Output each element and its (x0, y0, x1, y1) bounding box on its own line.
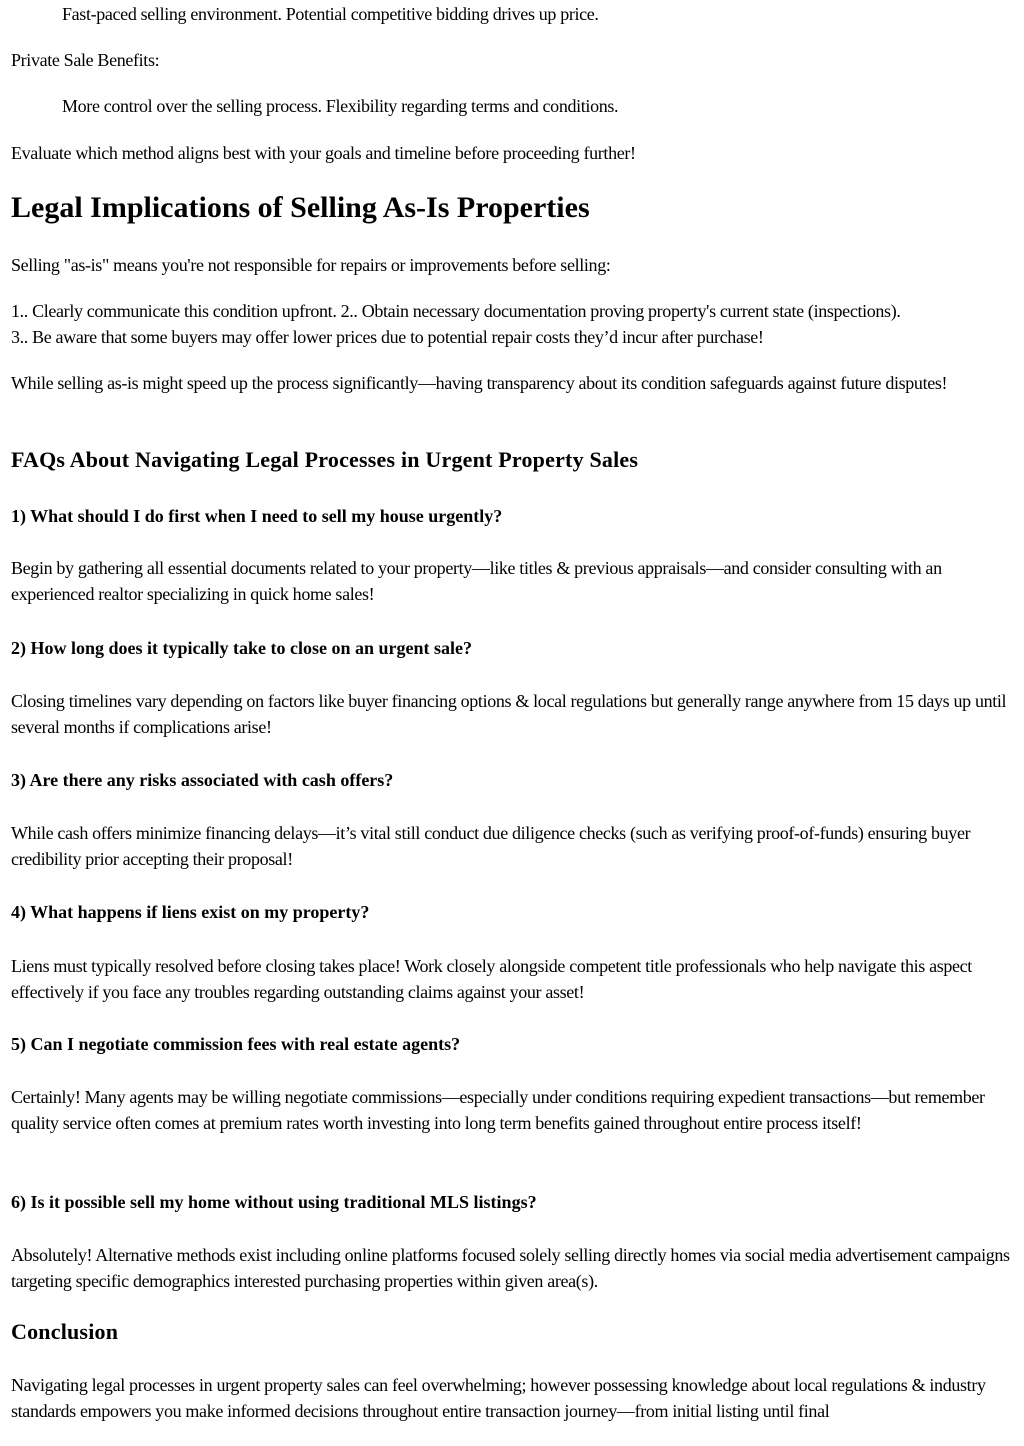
evaluate-paragraph: Evaluate which method aligns best with your goals and timeline before proceeding further! (11, 143, 636, 163)
as-is-list-line-1: 1.. Clearly communicate this condition upfront. 2.. Obtain necessary documentation proving property's current state (inspections). (11, 301, 901, 321)
faq-question-4: 4) What happens if liens exist on my property? (11, 902, 370, 922)
private-sale-heading: Private Sale Benefits: (11, 50, 160, 70)
as-is-list (11, 298, 901, 350)
as-is-intro: Selling "as-is" means you're not responsible for repairs or improvements before selling: (11, 255, 611, 275)
faq-question-3: 3) Are there any risks associated with cash offers? (11, 770, 394, 790)
as-is-list-line-2: 3.. Be aware that some buyers may offer lower prices due to potential repair costs they’d incur after purchase! (11, 327, 764, 347)
conclusion-text: Navigating legal processes in urgent property sales can feel overwhelming; however possessing knowledge about local regulations & industry standards empowers you make informed decisions throughout entire transaction journey—from initial listing until final (11, 1375, 986, 1421)
auction-benefits-text: Fast-paced selling environment. Potential competitive bidding drives up price. (62, 4, 599, 24)
faq-answer-4: Liens must typically resolved before closing takes place! Work closely alongside competent title professionals who help navigate this aspect effectively if you face any troubles regarding outstanding claims against your asset! (11, 956, 972, 1002)
conclusion-heading: Conclusion (11, 1319, 119, 1344)
faq-question-6: 6) Is it possible sell my home without using traditional MLS listings? (11, 1192, 537, 1212)
faq-answer-5: Certainly! Many agents may be willing negotiate commissions—especially under conditions requiring expedient transactions—but remember quality service often comes at premium rates worth investing into long term benefits gained throughout entire process itself! (11, 1087, 985, 1133)
faq-question-1: 1) What should I do first when I need to sell my house urgently? (11, 506, 503, 526)
faq-answer-1: Begin by gathering all essential documents related to your property—like titles & previous appraisals—and consider consulting with an experienced realtor specializing in quick home sales! (11, 558, 942, 604)
faq-answer-6: Absolutely! Alternative methods exist including online platforms focused solely selling directly homes via social media advertisement campaigns targeting specific demographics interested purchasing properties within given area(s). (11, 1245, 1010, 1291)
faq-answer-3: While cash offers minimize financing delays—it’s vital still conduct due diligence checks (such as verifying proof-of-funds) ensuring buyer credibility prior accepting their proposal! (11, 823, 971, 869)
faq-answer-2: Closing timelines vary depending on factors like buyer financing options & local regulations but generally range anywhere from 15 days up until several months if complications arise! (11, 691, 1007, 737)
faq-question-2: 2) How long does it typically take to close on an urgent sale? (11, 638, 472, 658)
private-sale-benefits-text: More control over the selling process. Flexibility regarding terms and conditions. (62, 96, 619, 116)
as-is-heading: Legal Implications of Selling As-Is Properties (11, 191, 590, 224)
as-is-closing: While selling as-is might speed up the process significantly—having transparency about its condition safeguards against future disputes! (11, 373, 948, 393)
faq-question-5: 5) Can I negotiate commission fees with real estate agents? (11, 1034, 461, 1054)
faqs-heading: FAQs About Navigating Legal Processes in Urgent Property Sales (11, 447, 639, 472)
